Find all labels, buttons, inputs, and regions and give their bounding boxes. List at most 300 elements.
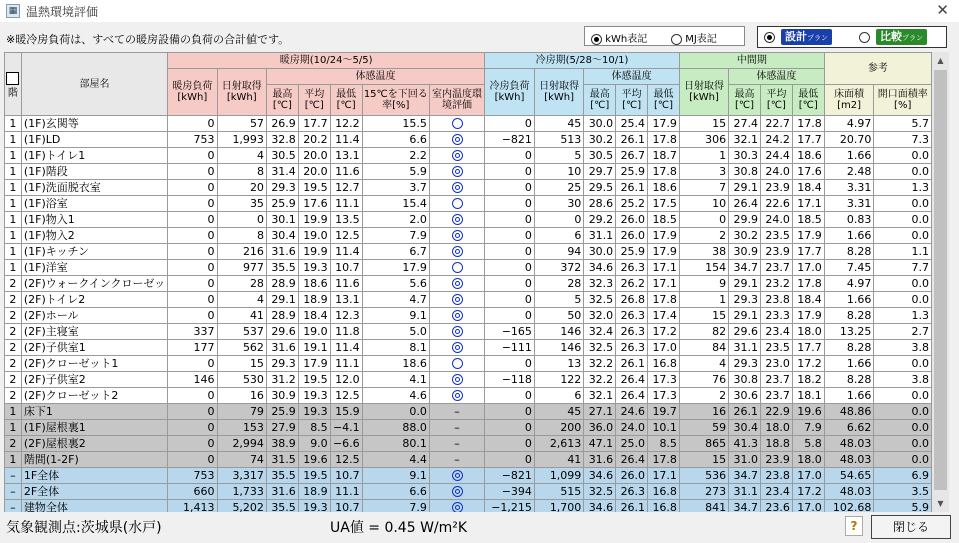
cooling-min-cell: 17.3 [648, 372, 680, 388]
heating-solar-cell: 1,733 [217, 484, 266, 500]
heating-solar-cell: 216 [217, 244, 266, 260]
mid-min-cell: 17.7 [792, 340, 824, 356]
heating-load-cell: 660 [168, 484, 217, 500]
heating-max-cell: 28.9 [266, 308, 298, 324]
evaluation-cell [429, 372, 484, 388]
table-row[interactable] [5, 308, 932, 324]
heating-avg-cell: 20.0 [298, 148, 330, 164]
floor-cell: 1 [5, 260, 22, 276]
double-circle-icon [452, 134, 463, 145]
room-cell: 建物全体 [21, 500, 167, 513]
opening-rate-cell: 0.0 [874, 164, 932, 180]
room-cell: (2F)トイレ2 [21, 292, 167, 308]
table-row[interactable] [5, 260, 932, 276]
mid-avg-cell: 24.2 [760, 132, 792, 148]
mid-avg-cell: 23.7 [760, 388, 792, 404]
mid-avg-cell: 23.4 [760, 324, 792, 340]
radio-icon[interactable] [859, 32, 870, 43]
heating-load-cell: 0 [168, 180, 217, 196]
cooling-avg-cell: 26.3 [616, 484, 648, 500]
evaluation-table [4, 52, 932, 512]
header-cooling-load: 冷房負荷[kWh] [485, 69, 535, 116]
cooling-load-cell: 0 [485, 180, 535, 196]
heating-below15-cell: 6.7 [362, 244, 429, 260]
heating-max-cell: 31.5 [266, 452, 298, 468]
heating-load-cell: 753 [168, 132, 217, 148]
header-cooling-sens: 体感温度 [584, 69, 680, 85]
unit-mj-option[interactable] [671, 30, 717, 45]
table-row[interactable] [5, 372, 932, 388]
mid-min-cell: 18.0 [792, 324, 824, 340]
mid-max-cell: 30.8 [729, 164, 761, 180]
evaluation-cell [429, 500, 484, 513]
cooling-max-cell: 32.5 [584, 340, 616, 356]
cooling-avg-cell: 26.1 [616, 132, 648, 148]
heating-min-cell: 12.2 [330, 116, 362, 132]
heating-below15-cell: 8.1 [362, 340, 429, 356]
design-plan-button[interactable] [781, 29, 832, 45]
double-circle-icon [452, 182, 463, 193]
table-row[interactable] [5, 196, 932, 212]
room-cell: (1F)トイレ1 [21, 148, 167, 164]
heating-min-cell: 11.4 [330, 244, 362, 260]
table-row[interactable] [5, 404, 932, 420]
heating-min-cell: 11.1 [330, 356, 362, 372]
room-cell: 階間(1-2F) [21, 452, 167, 468]
circle-icon [452, 198, 463, 209]
table-row[interactable] [5, 388, 932, 404]
double-circle-icon [452, 166, 463, 177]
cooling-max-cell: 32.2 [584, 356, 616, 372]
heating-load-cell: 0 [168, 452, 217, 468]
cooling-load-cell: 0 [485, 212, 535, 228]
cooling-avg-cell: 24.0 [616, 420, 648, 436]
table-row[interactable] [5, 484, 932, 500]
weather-station: 気象観測点:茨城県(水戸) [6, 520, 162, 536]
cooling-solar-cell: 6 [534, 228, 583, 244]
heating-min-cell: 13.5 [330, 212, 362, 228]
mid-min-cell: 17.2 [792, 484, 824, 500]
heating-solar-cell: 57 [217, 116, 266, 132]
mid-solar-cell: 1 [679, 292, 728, 308]
heating-avg-cell: 20.2 [298, 132, 330, 148]
heating-load-cell: 146 [168, 372, 217, 388]
cooling-max-cell: 30.0 [584, 244, 616, 260]
mid-min-cell: 17.7 [792, 244, 824, 260]
floor-cell: 2 [5, 372, 22, 388]
floor-area-cell: 1.66 [824, 228, 874, 244]
heating-max-cell: 26.9 [266, 116, 298, 132]
cooling-min-cell: 18.5 [648, 212, 680, 228]
cooling-max-cell: 32.4 [584, 324, 616, 340]
mid-solar-cell: 2 [679, 228, 728, 244]
cooling-min-cell: 17.9 [648, 244, 680, 260]
unit-kwh-option[interactable] [591, 30, 647, 45]
floor-cell: 2 [5, 324, 22, 340]
mid-solar-cell: 273 [679, 484, 728, 500]
table-row[interactable] [5, 324, 932, 340]
evaluation-cell [429, 164, 484, 180]
heating-min-cell: 11.6 [330, 276, 362, 292]
table-row[interactable] [5, 500, 932, 513]
table-row[interactable] [5, 436, 932, 452]
heating-below15-cell: 7.9 [362, 228, 429, 244]
design-plan-sub: プラン [807, 34, 828, 42]
mid-avg-cell: 18.0 [760, 420, 792, 436]
cooling-load-cell: 0 [485, 196, 535, 212]
mid-solar-cell: 0 [679, 212, 728, 228]
heating-min-cell: 12.7 [330, 180, 362, 196]
cooling-max-cell: 36.0 [584, 420, 616, 436]
opening-rate-cell: 0.0 [874, 228, 932, 244]
heating-load-cell: 0 [168, 228, 217, 244]
table-row[interactable] [5, 244, 932, 260]
room-cell: (1F)洋室 [21, 260, 167, 276]
mid-avg-cell: 22.7 [760, 116, 792, 132]
heating-avg-cell: 17.7 [298, 116, 330, 132]
table-row[interactable] [5, 116, 932, 132]
opening-rate-cell: 0.0 [874, 148, 932, 164]
table-row[interactable] [5, 228, 932, 244]
table-row[interactable] [5, 132, 932, 148]
heating-load-cell: 0 [168, 196, 217, 212]
mid-min-cell: 18.4 [792, 292, 824, 308]
heating-below15-cell: 88.0 [362, 420, 429, 436]
mid-avg-cell: 24.0 [760, 164, 792, 180]
heating-avg-cell: 18.4 [298, 308, 330, 324]
room-cell: (2F)子供室2 [21, 372, 167, 388]
cooling-solar-cell: 5 [534, 148, 583, 164]
cooling-avg-cell: 26.3 [616, 324, 648, 340]
radio-icon[interactable] [591, 34, 602, 45]
mid-solar-cell: 9 [679, 276, 728, 292]
mid-max-cell: 31.1 [729, 340, 761, 356]
heating-solar-cell: 0 [217, 212, 266, 228]
cooling-solar-cell: 13 [534, 356, 583, 372]
evaluation-cell [429, 340, 484, 356]
heating-max-cell: 31.6 [266, 484, 298, 500]
heating-max-cell: 30.5 [266, 148, 298, 164]
heating-below15-cell: 5.0 [362, 324, 429, 340]
cooling-load-cell: −165 [485, 324, 535, 340]
floor-cell: 1 [5, 404, 22, 420]
room-cell: (1F)物入1 [21, 212, 167, 228]
table-row[interactable] [5, 212, 932, 228]
mid-solar-cell: 306 [679, 132, 728, 148]
room-cell: (2F)主寝室 [21, 324, 167, 340]
mid-solar-cell: 4 [679, 356, 728, 372]
double-circle-icon [452, 486, 463, 497]
heating-avg-cell: 17.9 [298, 356, 330, 372]
cooling-max-cell: 34.6 [584, 260, 616, 276]
room-cell: (1F)階段 [21, 164, 167, 180]
ua-value: UA値 = 0.45 W/m²K [330, 520, 468, 536]
header-heating-solar: 日射取得[kWh] [217, 69, 266, 116]
double-circle-icon [452, 246, 463, 257]
floor-area-cell: 54.65 [824, 468, 874, 484]
radio-icon[interactable] [764, 32, 775, 43]
floor-cell: 1 [5, 196, 22, 212]
mid-avg-cell: 23.3 [760, 308, 792, 324]
evaluation-cell: – [429, 436, 484, 452]
double-circle-icon [452, 502, 463, 512]
mid-min-cell: 17.7 [792, 132, 824, 148]
heating-below15-cell: 9.1 [362, 468, 429, 484]
heating-below15-cell: 18.6 [362, 356, 429, 372]
header-room: 部屋名 [21, 53, 167, 116]
heating-avg-cell: 9.0 [298, 436, 330, 452]
heating-min-cell: 11.1 [330, 196, 362, 212]
cooling-max-cell: 32.0 [584, 308, 616, 324]
heating-solar-cell: 16 [217, 388, 266, 404]
heating-load-cell: 0 [168, 356, 217, 372]
radio-icon[interactable] [671, 34, 682, 45]
mid-max-cell: 29.6 [729, 324, 761, 340]
double-circle-icon [452, 278, 463, 289]
cooling-max-cell: 32.1 [584, 388, 616, 404]
heating-avg-cell: 18.9 [298, 292, 330, 308]
cooling-load-cell: −111 [485, 340, 535, 356]
header-heating-eval: 室内温度環境評価 [429, 85, 484, 116]
double-circle-icon [452, 326, 463, 337]
mid-min-cell: 17.6 [792, 164, 824, 180]
cooling-avg-cell: 26.0 [616, 212, 648, 228]
floor-area-cell: 3.31 [824, 196, 874, 212]
heating-avg-cell: 19.9 [298, 212, 330, 228]
cooling-load-cell: 0 [485, 244, 535, 260]
cooling-load-cell: 0 [485, 420, 535, 436]
scroll-up-icon[interactable]: ▲ [937, 56, 944, 65]
mid-max-cell: 29.1 [729, 276, 761, 292]
plan-mode-selector [757, 26, 947, 48]
mid-min-cell: 17.1 [792, 196, 824, 212]
mid-avg-cell: 23.5 [760, 228, 792, 244]
heating-load-cell: 0 [168, 148, 217, 164]
heating-load-cell: 753 [168, 468, 217, 484]
heating-min-cell: 10.7 [330, 468, 362, 484]
table-row[interactable] [5, 180, 932, 196]
heating-below15-cell: 5.6 [362, 276, 429, 292]
heating-max-cell: 35.5 [266, 500, 298, 513]
table-row[interactable] [5, 292, 932, 308]
mid-avg-cell: 23.6 [760, 500, 792, 513]
mid-max-cell: 30.6 [729, 388, 761, 404]
table-body [5, 116, 932, 513]
cooling-avg-cell: 26.2 [616, 276, 648, 292]
cooling-load-cell: −821 [485, 132, 535, 148]
heating-solar-cell: 4 [217, 148, 266, 164]
mid-avg-cell: 23.4 [760, 484, 792, 500]
mid-min-cell: 18.5 [792, 212, 824, 228]
opening-rate-cell: 0.0 [874, 452, 932, 468]
mid-avg-cell: 23.7 [760, 372, 792, 388]
mid-solar-cell: 10 [679, 196, 728, 212]
cooling-min-cell: 16.8 [648, 484, 680, 500]
evaluation-cell: – [429, 420, 484, 436]
mid-min-cell: 18.2 [792, 372, 824, 388]
select-all-checkbox[interactable] [6, 72, 19, 85]
header-ref-open: 開口面積率[%] [874, 85, 932, 116]
vertical-scrollbar[interactable] [932, 52, 949, 512]
cooling-load-cell: 0 [485, 356, 535, 372]
heating-min-cell: 12.0 [330, 372, 362, 388]
header-ref: 参考 [824, 53, 931, 85]
cooling-solar-cell: 30 [534, 196, 583, 212]
mid-avg-cell: 18.8 [760, 436, 792, 452]
heating-below15-cell: 0.0 [362, 404, 429, 420]
design-plan-label: 設計 [785, 30, 807, 43]
mid-solar-cell: 38 [679, 244, 728, 260]
room-cell: (1F)LD [21, 132, 167, 148]
table-row[interactable] [5, 340, 932, 356]
cooling-solar-cell: 1,700 [534, 500, 583, 513]
room-cell: (1F)屋根裏1 [21, 420, 167, 436]
floor-cell: 2 [5, 308, 22, 324]
opening-rate-cell: 1.3 [874, 308, 932, 324]
header-cooling-solar: 日射取得[kWh] [534, 69, 583, 116]
evaluation-cell [429, 228, 484, 244]
heating-load-cell: 337 [168, 324, 217, 340]
floor-cell: – [5, 484, 22, 500]
header-cooling-min: 最低[℃] [648, 85, 680, 116]
mid-max-cell: 30.8 [729, 372, 761, 388]
compare-plan-sub: プラン [902, 34, 923, 42]
mid-solar-cell: 82 [679, 324, 728, 340]
heating-load-cell: 0 [168, 308, 217, 324]
heating-min-cell: 12.5 [330, 452, 362, 468]
heating-min-cell: 13.1 [330, 292, 362, 308]
cooling-avg-cell: 26.8 [616, 292, 648, 308]
mid-solar-cell: 15 [679, 452, 728, 468]
heating-below15-cell: 3.7 [362, 180, 429, 196]
header-heating-sens: 体感温度 [266, 69, 484, 85]
floor-cell: – [5, 500, 22, 513]
heating-solar-cell: 41 [217, 308, 266, 324]
scroll-down-icon[interactable]: ▼ [937, 499, 944, 508]
evaluation-cell: – [429, 404, 484, 420]
floor-cell: 2 [5, 388, 22, 404]
floor-cell: 2 [5, 276, 22, 292]
mid-solar-cell: 15 [679, 116, 728, 132]
header-heating-min: 最低[℃] [330, 85, 362, 116]
cooling-min-cell: 10.1 [648, 420, 680, 436]
heating-avg-cell: 19.9 [298, 244, 330, 260]
heating-below15-cell: 4.1 [362, 372, 429, 388]
double-circle-icon [452, 310, 463, 321]
heating-solar-cell: 1,993 [217, 132, 266, 148]
heating-load-cell: 0 [168, 164, 217, 180]
heating-load-cell: 0 [168, 388, 217, 404]
heating-min-cell: 11.4 [330, 132, 362, 148]
table-row[interactable] [5, 148, 932, 164]
header-mid-avg: 平均[℃] [760, 85, 792, 116]
mid-avg-cell: 23.7 [760, 260, 792, 276]
table-row[interactable] [5, 452, 932, 468]
table-row[interactable] [5, 356, 932, 372]
floor-area-cell: 4.97 [824, 116, 874, 132]
table-row[interactable] [5, 276, 932, 292]
cooling-load-cell: −1,215 [485, 500, 535, 513]
cooling-load-cell: 0 [485, 436, 535, 452]
header-heating-below15: 15℃を下回る率[%] [362, 85, 429, 116]
heating-solar-cell: 2,994 [217, 436, 266, 452]
opening-rate-cell: 0.0 [874, 388, 932, 404]
cooling-avg-cell: 25.2 [616, 196, 648, 212]
cooling-min-cell: 17.0 [648, 340, 680, 356]
cooling-avg-cell: 26.0 [616, 228, 648, 244]
mid-min-cell: 18.4 [792, 180, 824, 196]
header-mid: 中間期 [679, 53, 824, 69]
floor-area-cell: 13.25 [824, 324, 874, 340]
floor-cell: – [5, 468, 22, 484]
heating-avg-cell: 19.3 [298, 500, 330, 513]
room-cell: (2F)屋根裏2 [21, 436, 167, 452]
cooling-avg-cell: 26.7 [616, 148, 648, 164]
mid-avg-cell: 23.5 [760, 340, 792, 356]
mid-avg-cell: 23.9 [760, 452, 792, 468]
mid-max-cell: 27.4 [729, 116, 761, 132]
heating-load-cell: 0 [168, 116, 217, 132]
table-row[interactable] [5, 164, 932, 180]
scroll-thumb[interactable] [934, 70, 947, 490]
window-title: 温熱環境評価 [26, 5, 99, 19]
mid-solar-cell: 59 [679, 420, 728, 436]
opening-rate-cell: 5.9 [874, 500, 932, 513]
help-button[interactable]: ? [845, 516, 863, 536]
header-mid-min: 最低[℃] [792, 85, 824, 116]
mid-max-cell: 32.1 [729, 132, 761, 148]
mid-avg-cell: 24.4 [760, 148, 792, 164]
mid-avg-cell: 24.0 [760, 212, 792, 228]
mid-avg-cell: 23.0 [760, 356, 792, 372]
heating-max-cell: 31.2 [266, 372, 298, 388]
cooling-solar-cell: 146 [534, 324, 583, 340]
cooling-load-cell: 0 [485, 308, 535, 324]
cooling-max-cell: 29.7 [584, 164, 616, 180]
unit-kwh-label: kWh表記 [605, 34, 648, 45]
unit-mj-label: MJ表記 [685, 34, 717, 45]
heating-max-cell: 35.5 [266, 260, 298, 276]
cooling-min-cell: 17.4 [648, 308, 680, 324]
cooling-avg-cell: 26.3 [616, 260, 648, 276]
close-icon[interactable]: ✕ [936, 1, 949, 19]
cooling-min-cell: 17.3 [648, 388, 680, 404]
cooling-avg-cell: 26.4 [616, 388, 648, 404]
table-row[interactable] [5, 468, 932, 484]
heating-below15-cell: 4.4 [362, 452, 429, 468]
close-button[interactable]: 閉じる [871, 515, 951, 539]
heating-max-cell: 29.1 [266, 292, 298, 308]
cooling-max-cell: 32.3 [584, 276, 616, 292]
mid-solar-cell: 1 [679, 148, 728, 164]
heating-avg-cell: 19.3 [298, 260, 330, 276]
cooling-avg-cell: 26.1 [616, 356, 648, 372]
cooling-load-cell: 0 [485, 276, 535, 292]
floor-area-cell: 8.28 [824, 340, 874, 356]
cooling-avg-cell: 26.0 [616, 468, 648, 484]
room-cell: 1F全体 [21, 468, 167, 484]
compare-plan-button[interactable] [876, 29, 927, 45]
evaluation-cell [429, 132, 484, 148]
opening-rate-cell: 2.7 [874, 324, 932, 340]
heating-solar-cell: 562 [217, 340, 266, 356]
table-row[interactable] [5, 420, 932, 436]
cooling-load-cell: −394 [485, 484, 535, 500]
floor-area-cell: 48.03 [824, 452, 874, 468]
evaluation-grid[interactable] [4, 52, 932, 512]
heating-load-cell: 0 [168, 260, 217, 276]
header-heating-avg: 平均[℃] [298, 85, 330, 116]
